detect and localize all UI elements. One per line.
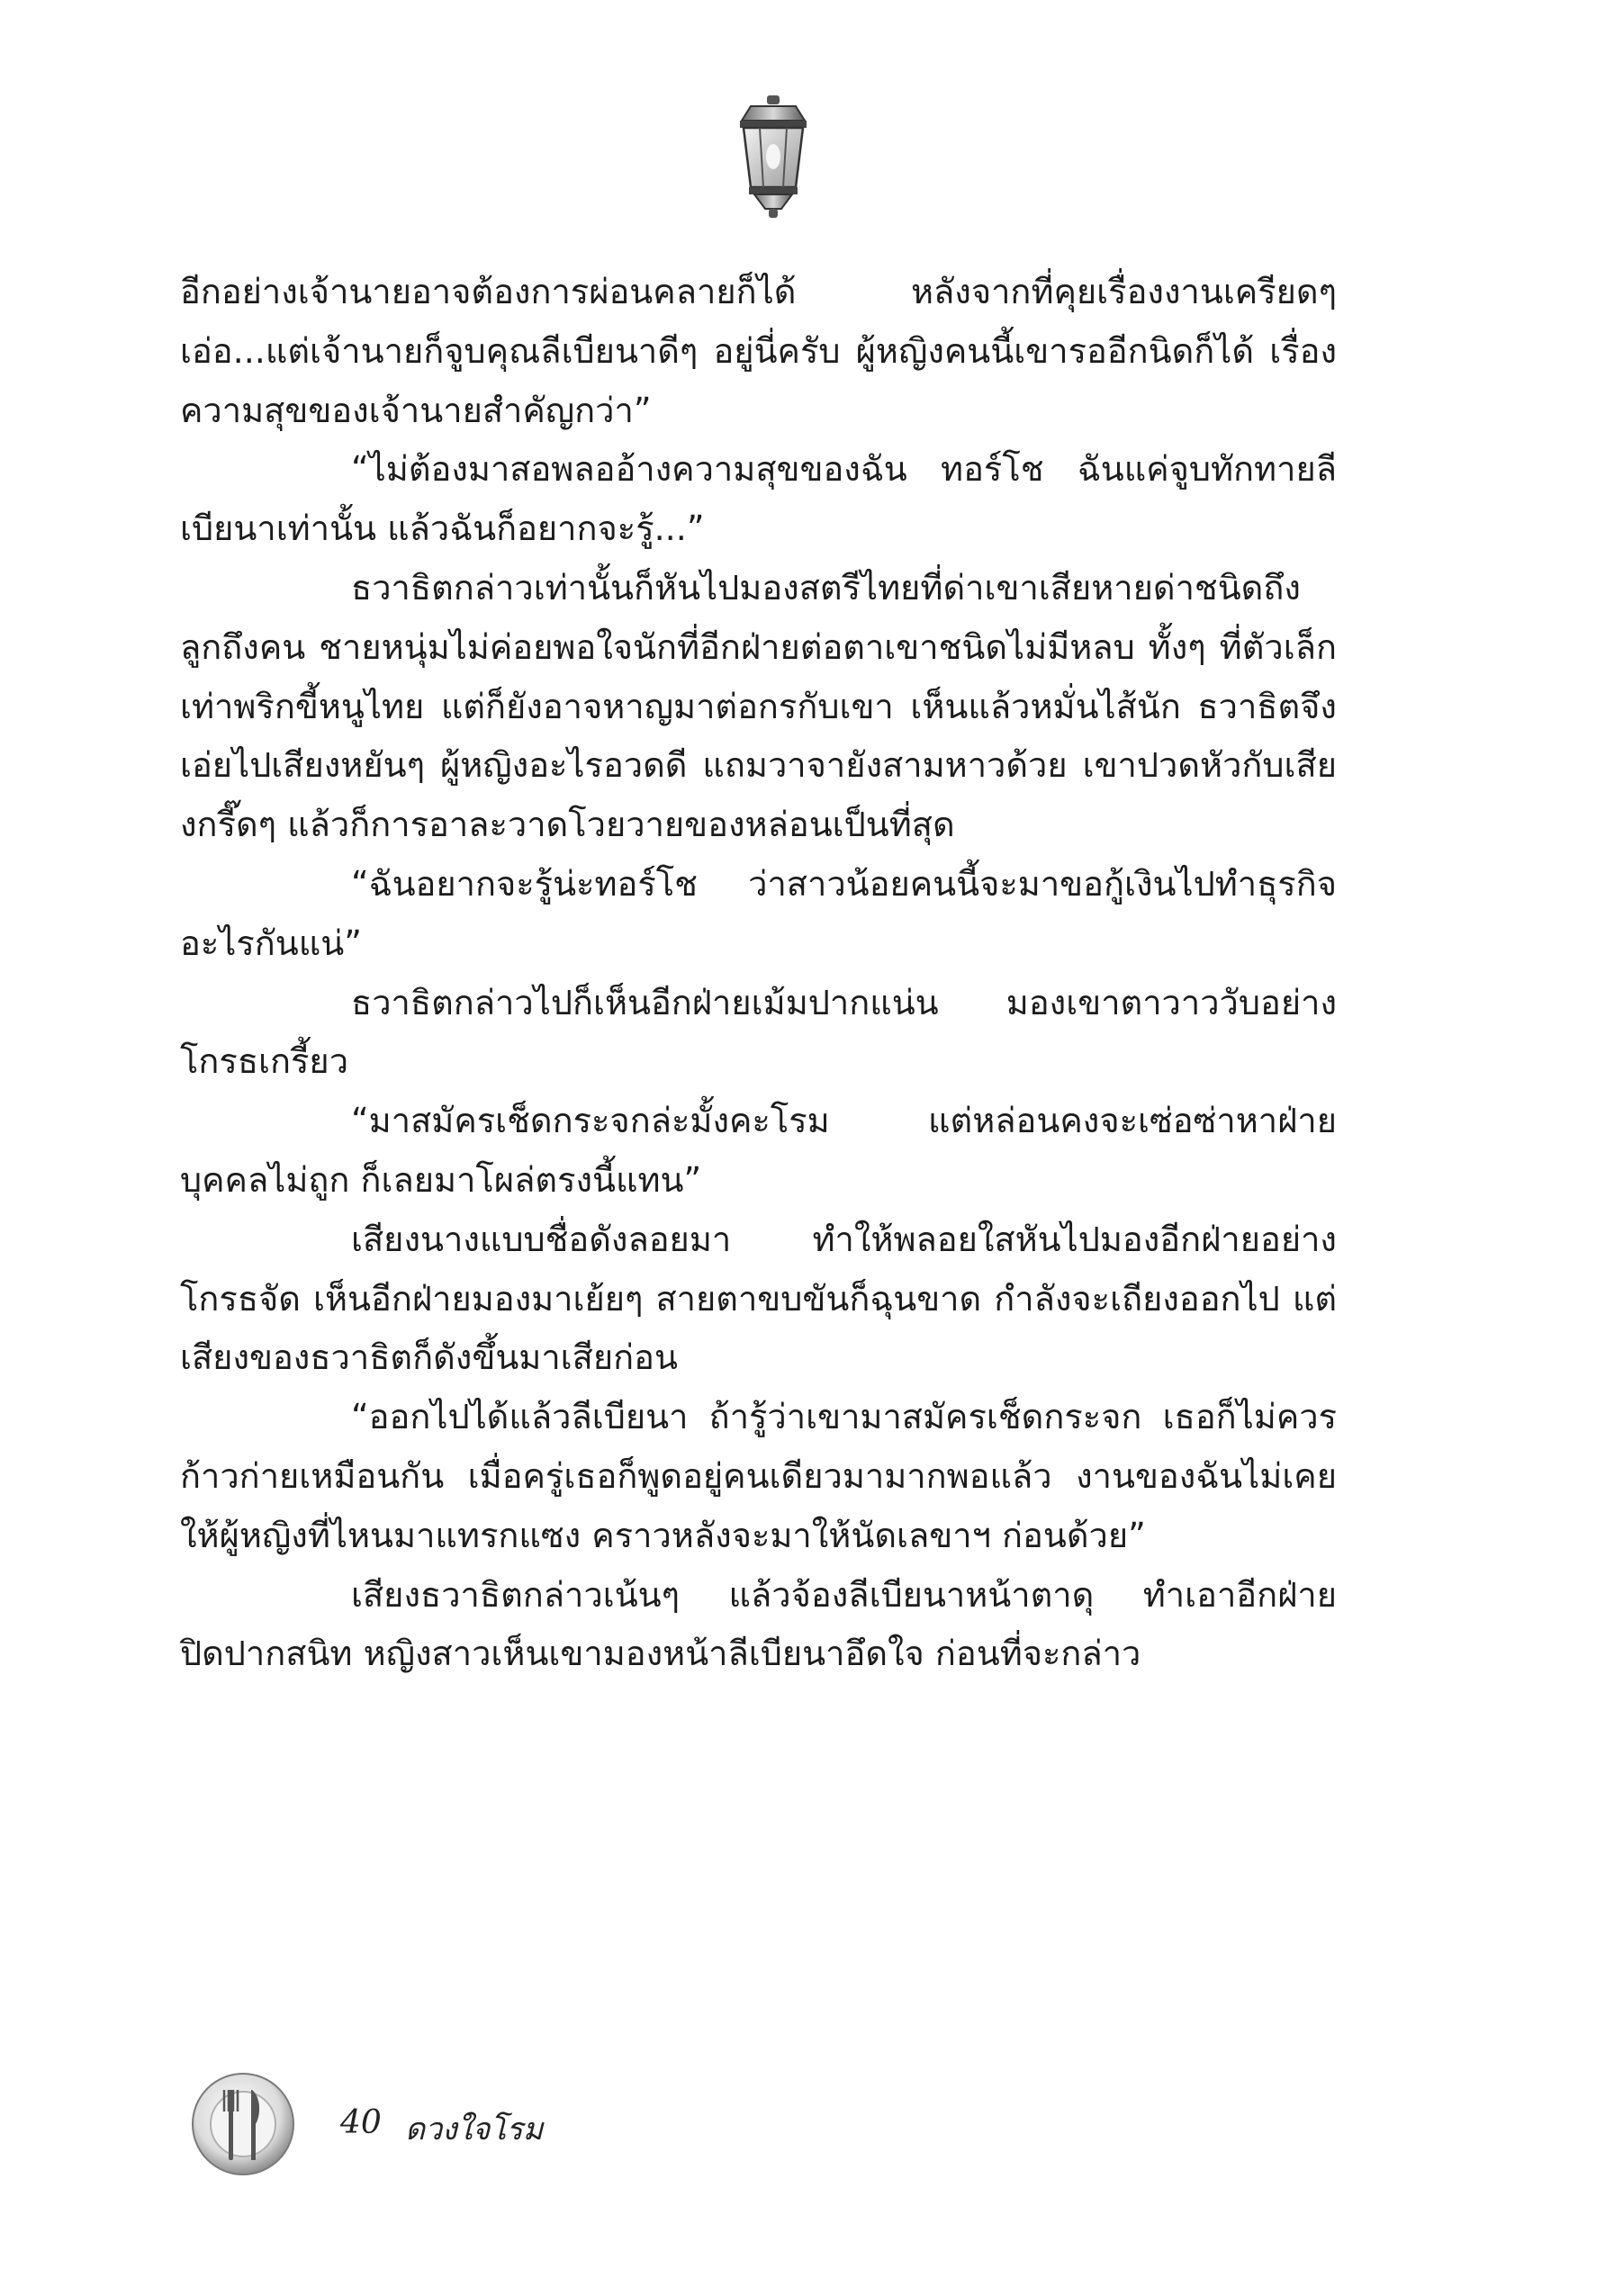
paragraph: อีกอย่างเจ้านายอาจต้องการผ่อนคลายก็ได้ หลังจากที่คุยเรื่องงานเครียดๆ เอ่อ...แต่เจ้านายก็จูบคุณลีเบียนาดีๆ อยู่นี่ครับ ผู้หญิงคนนี้เขารออีกนิดก็ได้ เรื่องความสุขของเจ้านายสำคัญกว่า” xyxy=(180,272,1337,430)
chapter-body xyxy=(180,263,1337,1684)
paragraph: ธวาธิตกล่าวไปก็เห็นอีกฝ่ายเม้มปากแน่น มองเขาตาวาววับอย่างโกรธเกรี้ยว xyxy=(180,982,1337,1082)
paragraph: “ไม่ต้องมาสอพลออ้างความสุขของฉัน ทอร์โช ฉันแค่จูบทักทายลีเบียนาเท่านั้น แล้วฉันก็อยากจะรู้...” xyxy=(180,449,1337,549)
paragraph: “มาสมัครเช็ดกระจกล่ะมั้งคะโรม แต่หล่อนคงจะเซ่อซ่าหาฝ่ายบุคคลไม่ถูก ก็เลยมาโผล่ตรงนี้แทน” xyxy=(180,1101,1337,1200)
paragraph: “ออกไปได้แล้วลีเบียนา ถ้ารู้ว่าเขามาสมัครเช็ดกระจก เธอก็ไม่ควรก้าวก่ายเหมือนกัน เมื่อครู่เธอก็พูดอยู่คนเดียวมามากพอแล้ว งานของฉันไม่เคยให้ผู้หญิงที่ไหนมาแทรกแซง คราวหลังจะมาให้นัดเลขาฯ ก่อนด้วย” xyxy=(180,1397,1337,1555)
paragraph: เสียงนางแบบชื่อดังลอยมา ทำให้พลอยใสหันไปมองอีกฝ่ายอย่างโกรธจัด เห็นอีกฝ่ายมองมาเย้ยๆ สายตาขบขันก็ฉุนขาด กำลังจะเถียงออกไป แต่เสียงของธวาธิตก็ดังขึ้นมาเสียก่อน xyxy=(180,1219,1337,1378)
page-footer xyxy=(189,2070,729,2187)
book-title: ดวงใจโรม xyxy=(405,2111,544,2147)
lantern-icon xyxy=(724,94,823,220)
paragraph: เสียงธวาธิตกล่าวเน้นๆ แล้วจ้องลีเบียนาหน้าตาดุ ทำเอาอีกฝ่ายปิดปากสนิท หญิงสาวเห็นเขามองหน้าลีเบียนาอึดใจ ก่อนที่จะกล่าว xyxy=(180,1574,1337,1674)
paragraph: ธวาธิตกล่าวเท่านั้นก็หันไปมองสตรีไทยที่ด่าเขาเสียหายด่าชนิดถึงลูกถึงคน ชายหนุ่มไม่ค่อยพอใจนักที่อีกฝ่ายต่อตาเขาชนิดไม่มีหลบ ทั้งๆ ที่ตัวเล็กเท่าพริกขี้หนูไทย แต่ก็ยังอาจหาญมาต่อกรกับเขา เห็นแล้วหมั่นไส้นัก ธวาธิตจึงเอ่ยไปเสียงหยันๆ ผู้หญิงอะไรอวดดี แถมวาจายังสามหาวด้วย เขาปวดหัวกับเสียงกรี๊ดๆ แล้วก็การอาละวาดโวยวายของหล่อนเป็นที่สุด xyxy=(180,567,1337,845)
plate-cutlery-icon xyxy=(189,2070,297,2178)
page-number: 40 xyxy=(340,2104,382,2141)
paragraph: “ฉันอยากจะรู้น่ะทอร์โช ว่าสาวน้อยคนนี้จะมาขอกู้เงินไปทำธุรกิจอะไรกันแน่” xyxy=(180,863,1337,963)
